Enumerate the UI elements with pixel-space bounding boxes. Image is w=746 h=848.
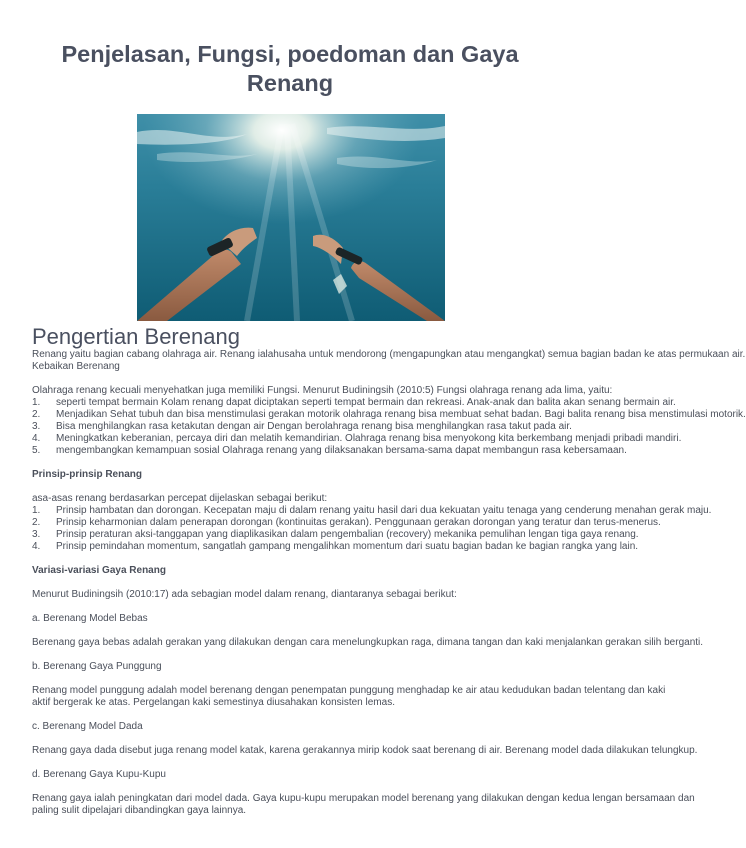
style-text-kupu-cont: paling sulit dipelajari dibandingkan gaya lainnya. [32, 805, 247, 816]
list-item: 1. seperti tempat bermain Kolam renang dapat diciptakan seperti tempat bermain dan rekreasi. Anak-anak dan balita akan senang bermain air. [32, 397, 676, 408]
fungsi-intro: Olahraga renang kecuali menyehatkan juga memiliki Fungsi. Menurut Budiningsih (2010:5) Fungsi olahraga renang ada lima, yaitu: [32, 385, 613, 396]
style-heading-dada: c. Berenang Model Dada [32, 721, 143, 732]
style-heading-punggung: b. Berenang Gaya Punggung [32, 661, 162, 672]
style-text-kupu: Renang gaya ialah peningkatan dari model dada. Gaya kupu-kupu merupakan model berenang yang dilakukan dengan kedua lengan bersamaan dan [32, 793, 695, 804]
kebaikan-heading: Kebaikan Berenang [32, 361, 120, 372]
list-item: 2. Menjadikan Sehat tubuh dan bisa menstimulasi gerakan motorik olahraga renang bisa membuat sehat badan. Bagi balita renang bisa menstimulasi motorik. [32, 409, 746, 420]
underwater-swimmer-image [137, 114, 445, 321]
intro-paragraph: Renang yaitu bagian cabang olahraga air. Renang ialahusaha untuk mendorong (mengapungkan atau mengangkat) semua bagian badan ke atas permukaan air. [32, 349, 746, 360]
list-item: 5. mengembangkan kemampuan sosial Olahraga renang yang dilaksanakan bersama-sama dapat membangun rasa kebersamaan. [32, 445, 627, 456]
variasi-heading: Variasi-variasi Gaya Renang [32, 565, 166, 576]
page-title: Penjelasan, Fungsi, poedoman dan Gaya Renang [61, 41, 519, 96]
variasi-intro: Menurut Budiningsih (2010:17) ada sebagian model dalam renang, diantaranya sebagai berikut: [32, 589, 457, 600]
list-item: 4. Prinsip pemindahan momentum, sangatlah gampang mengalihkan momentum dari suatu bagian badan ke bagian rangka yang lain. [32, 541, 639, 552]
style-text-dada: Renang gaya dada disebut juga renang model katak, karena gerakannya mirip kodok saat berenang di air. Berenang model dada dilakukan telungkup. [32, 745, 698, 756]
prinsip-list [32, 505, 712, 553]
style-heading-kupu: d. Berenang Gaya Kupu-Kupu [32, 769, 166, 780]
list-item: 2. Prinsip keharmonian dalam penerapan dorongan (kontinuitas gerakan). Penggunaan gerakan dorongan yang teratur dan terus-menerus. [32, 517, 661, 528]
article-body [32, 324, 746, 817]
style-heading-bebas: a. Berenang Model Bebas [32, 613, 148, 624]
style-text-bebas: Berenang gaya bebas adalah gerakan yang dilakukan dengan cara menelungkupkan raga, dimana tangan dan kaki menjalankan gerakan silih berganti. [32, 637, 704, 648]
style-text-punggung-cont: aktif bergerak ke atas. Pergelangan kaki semestinya diusahakan konsisten lemas. [32, 697, 395, 708]
prinsip-heading: Prinsip-prinsip Renang [32, 469, 143, 480]
list-item: 4. Meningkatkan keberanian, percaya diri dan melatih kemandirian. Olahraga renang bisa menyokong kita berkembang menjadi pribadi mandiri. [32, 433, 682, 444]
list-item: 3. Prinsip peraturan aksi-tanggapan yang diaplikasikan dalam pengembalian (recovery) mekanika pemulihan lengan tiga gaya renang. [32, 529, 639, 540]
list-item: 3. Bisa menghilangkan rasa ketakutan dengan air Dengan berolahraga renang bisa menghilangkan rasa takut pada air. [32, 421, 572, 432]
list-item: 1. Prinsip hambatan dan dorongan. Kecepatan maju di dalam renang yaitu hasil dari dua kekuatan yaitu tenaga yang cenderung menahan gerak maju. [32, 505, 712, 516]
prinsip-intro: asa-asas renang berdasarkan percepat dijelaskan sebagai berikut: [32, 493, 328, 504]
section-heading: Pengertian Berenang [32, 324, 240, 349]
fungsi-list [32, 397, 746, 457]
style-text-punggung: Renang model punggung adalah model berenang dengan penempatan punggung menghadap ke air atau kedudukan badan telentang dan kaki [32, 685, 666, 696]
